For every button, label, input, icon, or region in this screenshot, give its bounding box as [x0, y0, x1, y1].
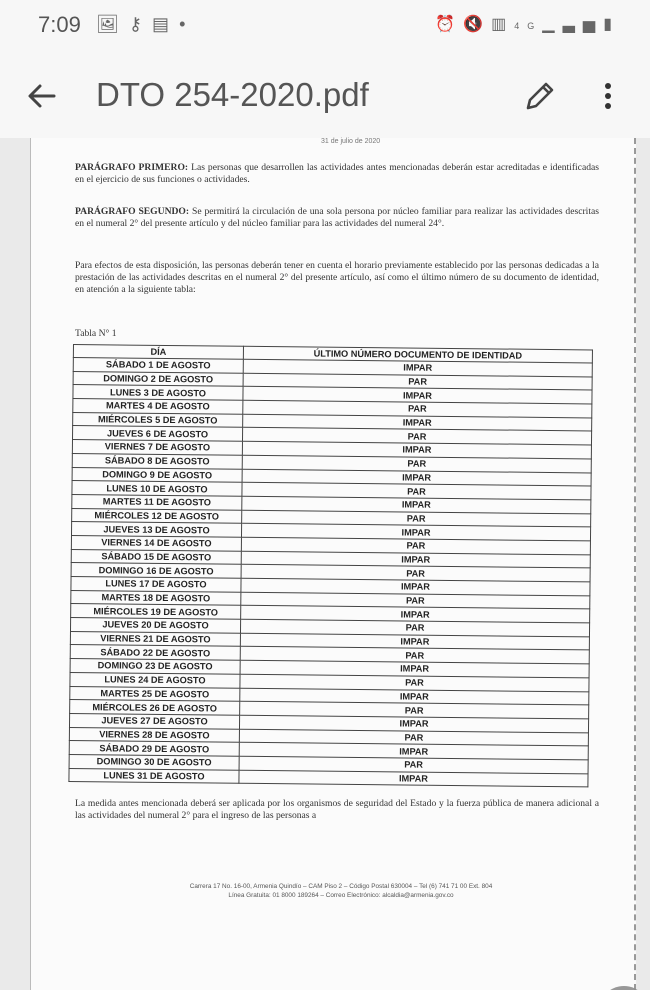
table-cell-day: LUNES 3 DE AGOSTO: [73, 385, 243, 400]
status-right-icons: [435, 14, 620, 34]
table-cell-parity: IMPAR: [241, 524, 590, 541]
back-arrow-icon: [20, 74, 64, 118]
paragraph-first-body: Las personas que desarrollen las actividades antes mencionadas deberán estar acreditadas e identificadas en el ejercicio de sus funciones o actividades.: [75, 162, 599, 185]
pdf-viewer[interactable]: [0, 138, 650, 990]
edit-button[interactable]: [518, 74, 562, 118]
table-cell-day: JUEVES 20 DE AGOSTO: [70, 618, 240, 633]
table-cell-day: SÁBADO 29 DE AGOSTO: [69, 741, 239, 756]
battery-icon: ▮: [603, 16, 620, 33]
footer-contact: Línea Gratuita: 01 8000 189264 – Correo Electrónico: alcaldia@armenia.gov.co: [228, 892, 454, 899]
table-cell-day: SÁBADO 8 DE AGOSTO: [72, 453, 242, 468]
table-cell-day: LUNES 17 DE AGOSTO: [71, 576, 241, 591]
more-options-button[interactable]: [586, 74, 630, 118]
table-cell-day: LUNES 10 DE AGOSTO: [72, 481, 242, 496]
table-cell-parity: PAR: [243, 400, 592, 417]
table-cell-parity: IMPAR: [243, 359, 592, 376]
table-cell-parity: IMPAR: [241, 606, 590, 623]
mute-icon: 🔇: [463, 16, 492, 33]
table-cell-parity: PAR: [243, 373, 592, 390]
paragraph-first-heading: PARÁGRAFO PRIMERO:: [75, 162, 189, 173]
table-cell-day: MIÉRCOLES 5 DE AGOSTO: [73, 412, 243, 427]
table-cell-parity: IMPAR: [243, 414, 592, 431]
signal-icon: ▁▃▅: [542, 16, 604, 33]
key-icon: ⚷: [128, 14, 153, 34]
table-cell-day: JUEVES 13 DE AGOSTO: [71, 522, 241, 537]
table-cell-parity: PAR: [240, 701, 589, 718]
table-cell-parity: PAR: [240, 619, 589, 636]
table-cell-parity: IMPAR: [239, 715, 588, 732]
table-cell-parity: IMPAR: [242, 496, 591, 513]
table-cell-day: MARTES 25 DE AGOSTO: [70, 686, 240, 701]
table-cell-day: VIERNES 14 DE AGOSTO: [71, 535, 241, 550]
image-icon: 🖼: [96, 14, 129, 34]
status-bar: [0, 0, 650, 52]
pdf-page: [30, 138, 636, 990]
status-time: 7:09: [38, 12, 81, 37]
paragraph-second-heading: PARÁGRAFO SEGUNDO:: [75, 206, 190, 217]
table-cell-day: DOMINGO 30 DE AGOSTO: [69, 754, 239, 769]
table-cell-parity: IMPAR: [242, 441, 591, 458]
table-cell-day: DOMINGO 2 DE AGOSTO: [73, 371, 243, 386]
table-cell-parity: PAR: [242, 510, 591, 527]
table-cell-day: DOMINGO 16 DE AGOSTO: [71, 563, 241, 578]
cast-icon: ▤: [152, 14, 180, 34]
table-cell-day: JUEVES 27 DE AGOSTO: [69, 713, 239, 728]
table-cell-parity: PAR: [241, 537, 590, 554]
table-cell-day: JUEVES 6 DE AGOSTO: [72, 426, 242, 441]
table-cell-parity: PAR: [239, 729, 588, 746]
pencil-icon: [518, 74, 562, 118]
table-cell-parity: PAR: [241, 592, 590, 609]
page-footer: [91, 882, 591, 900]
table-cell-parity: IMPAR: [242, 469, 591, 486]
more-vert-icon: [586, 74, 630, 118]
schedule-table: [68, 344, 593, 788]
table-cell-parity: PAR: [242, 482, 591, 499]
document-title: DTO 254-2020.pdf: [96, 76, 369, 113]
table-cell-day: MARTES 11 DE AGOSTO: [72, 494, 242, 509]
table-cell-parity: PAR: [240, 674, 589, 691]
table-cell-day: LUNES 24 DE AGOSTO: [70, 672, 240, 687]
table-cell-day: SÁBADO 22 DE AGOSTO: [70, 645, 240, 660]
table-cell-day: MIÉRCOLES 12 DE AGOSTO: [72, 508, 242, 523]
table-cell-day: VIERNES 28 DE AGOSTO: [69, 727, 239, 742]
network-label: 4G: [514, 21, 543, 31]
app-bar: [0, 52, 650, 138]
table-cell-parity: IMPAR: [240, 660, 589, 677]
page-top-text: 31 de julio de 2020: [321, 138, 381, 145]
table-label: Tabla N° 1: [75, 328, 117, 339]
alarm-icon: ⏰: [435, 16, 464, 33]
table-cell-day: LUNES 31 DE AGOSTO: [69, 768, 239, 783]
table-cell-day: DOMINGO 23 DE AGOSTO: [70, 659, 240, 674]
paragraph-second: [75, 206, 599, 230]
table-cell-parity: PAR: [242, 428, 591, 445]
table-cell-day: MARTES 18 DE AGOSTO: [71, 590, 241, 605]
table-cell-parity: IMPAR: [239, 770, 588, 787]
dot-icon: •: [179, 14, 196, 34]
table-cell-day: VIERNES 7 DE AGOSTO: [72, 440, 242, 455]
table-body: [69, 358, 592, 788]
volte-icon: ▥: [491, 16, 515, 33]
back-button[interactable]: [20, 74, 64, 118]
table-cell-parity: PAR: [239, 756, 588, 773]
paragraph-third: Para efectos de esta disposición, las personas deberán tener en cuenta el horario previamente establecido por las personas dedicadas a la prestación de las actividades descritas en el numeral 2° del presente artículo, así como el último número de su documento de identidad, en atención a la siguiente tabla:: [75, 260, 599, 295]
table-cell-parity: IMPAR: [241, 551, 590, 568]
table-cell-parity: IMPAR: [240, 688, 589, 705]
table-cell-day: MIÉRCOLES 26 DE AGOSTO: [70, 700, 240, 715]
paragraph-second-body: Se permitirá la circulación de una sola persona por núcleo familiar para realizar las actividades descritas en el numeral 2° del presente artículo y del núcleo familiar para las actividades del numeral 24°.: [75, 206, 599, 229]
table-cell-parity: IMPAR: [240, 633, 589, 650]
table-header-day: DÍA: [73, 345, 243, 360]
table-cell-parity: IMPAR: [239, 743, 588, 760]
status-left-icons: [96, 14, 195, 35]
table-cell-day: SÁBADO 15 DE AGOSTO: [71, 549, 241, 564]
table-cell-parity: PAR: [241, 565, 590, 582]
table-cell-day: DOMINGO 9 DE AGOSTO: [72, 467, 242, 482]
table-cell-day: MARTES 4 DE AGOSTO: [73, 399, 243, 414]
table-cell-parity: PAR: [242, 455, 591, 472]
paragraph-first: [75, 162, 599, 186]
table-header-document: ÚLTIMO NÚMERO DOCUMENTO DE IDENTIDAD: [243, 346, 592, 363]
table-cell-parity: IMPAR: [243, 387, 592, 404]
footer-address: Carrera 17 No. 16-00, Armenia Quindío – CAM Piso 2 – Código Postal 630004 – Tel (6) 741 71 00 Ext. 804: [189, 883, 493, 890]
table-cell-day: SÁBADO 1 DE AGOSTO: [73, 358, 243, 373]
table-cell-day: MIÉRCOLES 19 DE AGOSTO: [71, 604, 241, 619]
table-cell-day: VIERNES 21 DE AGOSTO: [70, 631, 240, 646]
closing-paragraph: La medida antes mencionada deberá ser aplicada por los organismos de seguridad del Estado y la fuerza pública de manera adicional a las actividades del numeral 2° para el ingreso de las personas a: [75, 798, 599, 821]
table-cell-parity: PAR: [240, 647, 589, 664]
table-cell-parity: IMPAR: [241, 578, 590, 595]
